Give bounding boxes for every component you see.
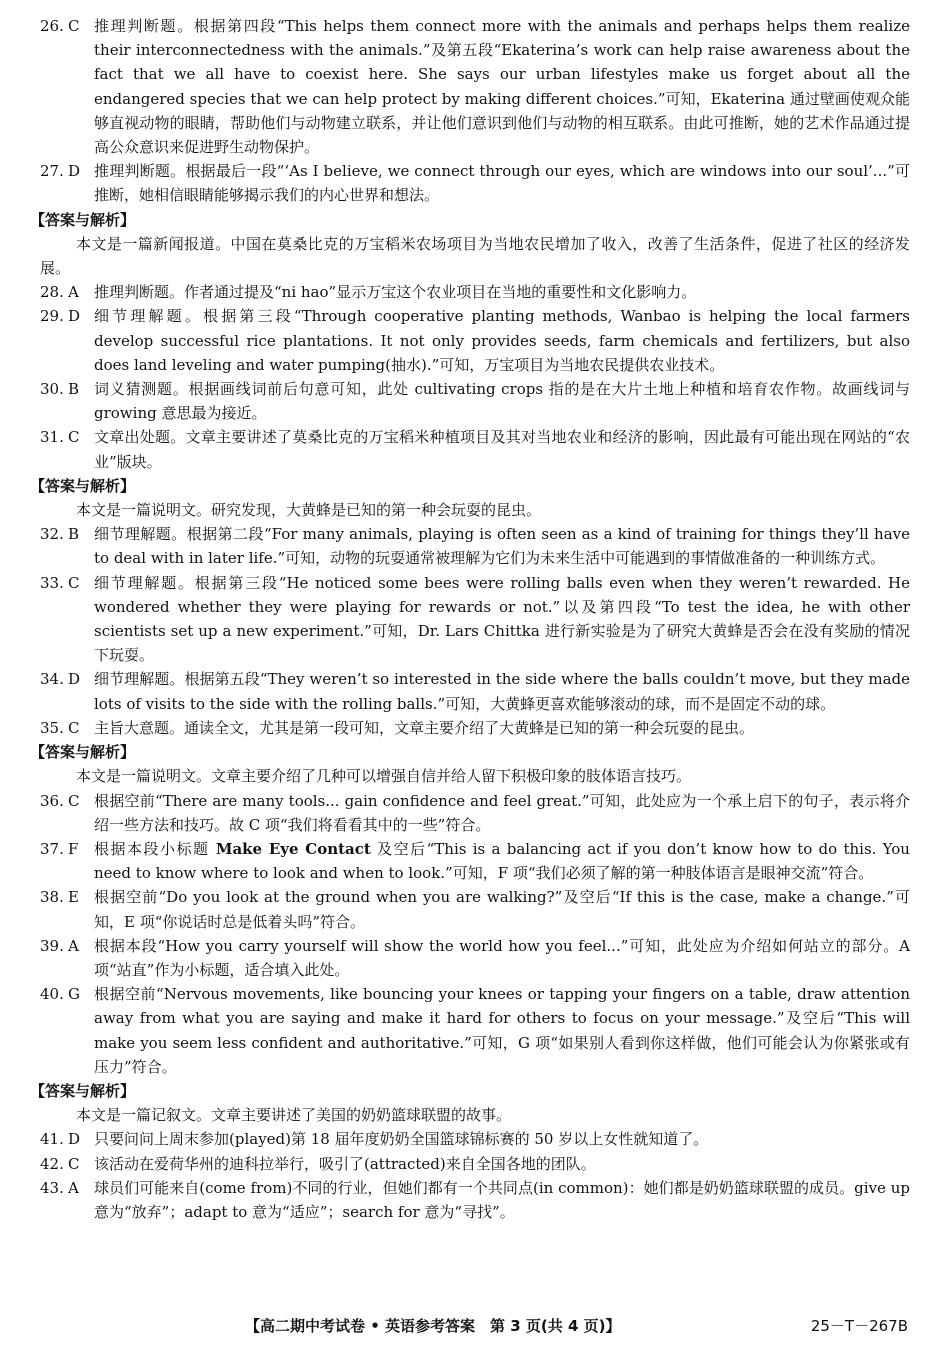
- answer-letter: D: [68, 307, 81, 326]
- explanation-text: [94, 789, 910, 837]
- explanation-body: 及空后“This is a balancing act if you don’t know how to do this. You need to know where to look and when to look.”可知，F 项“我们必须了解的第一种肢体语言是眼神交流”符合。: [94, 839, 910, 883]
- explanation-text: [94, 1127, 910, 1151]
- explanation-body: 推理判断题。根据最后一段“‘As I believe, we connect through our eyes, which are windows into our soul’...”可推断，她相信眼睛能够揭示我们的内心世界和想法。: [94, 162, 910, 205]
- explanation-body: 细节理解题。根据第五段“They weren’t so interested in the side where the balls couldn’t move, but they made lots of visits to the side with the rolling balls.”可知，大黄蜂更喜欢能够滚动的球，而不是固定不动的球。: [94, 670, 910, 713]
- footer-code: 25－T－267B: [810, 1317, 908, 1335]
- answer-item: [40, 982, 910, 1079]
- footer-title: 【高二期中考试卷 • 英语参考答案 第 3 页(共 4 页)】: [245, 1317, 621, 1335]
- passage-summary: 本文是一篇说明文。研究发现，大黄蜂是已知的第一种会玩耍的昆虫。: [76, 501, 542, 520]
- answer-letter: A: [68, 936, 79, 955]
- explanation-body: 文章出处题。文章主要讲述了莫桑比克的万宝稻米种植项目及其对当地农业和经济的影响，因此最有可能出现在网站的“农业”版块。: [94, 428, 910, 471]
- answer-letter: D: [68, 162, 81, 181]
- explanation-text: [94, 425, 910, 473]
- explanation-text: [94, 1176, 910, 1224]
- question-number: 37.: [40, 839, 64, 858]
- question-number: 31.: [40, 428, 64, 447]
- answer-letter: C: [68, 791, 80, 810]
- passage-summary: 本文是一篇说明文。文章主要介绍了几种可以增强自信并给人留下积极印象的肢体语言技巧。: [76, 767, 692, 786]
- explanation-body: 细节理解题。根据第三段“Through cooperative planting methods, Wanbao is helping the local farmers develop successful rice plantations. It not only provides seeds, farm chemicals and fertilizers, but also does land leveling and water pumping(抽水).”可知，万宝项目为当地农民提供农业技术。: [94, 307, 910, 374]
- answer-letter: F: [68, 839, 79, 858]
- question-number: 42.: [40, 1154, 64, 1173]
- explanation-text: [94, 982, 910, 1079]
- explanation-body: 根据空前“There are many tools... gain confidence and feel great.”可知，此处应为一个承上启下的句子，表示将介绍一些方法和技巧。故 C 项“我们将看看其中的一些”符合。: [94, 791, 910, 834]
- answer-item: [40, 934, 910, 982]
- answer-item: [40, 837, 910, 885]
- answer-letter: G: [68, 985, 80, 1004]
- question-number: 36.: [40, 791, 64, 810]
- answer-item: [40, 1176, 910, 1224]
- answer-item: [40, 1127, 910, 1151]
- answer-item: [40, 885, 910, 933]
- explanation-body: 球员们可能来自(come from)不同的行业，但她们都有一个共同点(in common)：她们都是奶奶篮球联盟的成员。give up 意为“放弃”；adapt to 意为“适应”；search for 意为“寻找”。: [94, 1178, 910, 1221]
- answer-letter: E: [68, 888, 79, 907]
- explanation-text: [94, 667, 910, 715]
- question-number: 26.: [40, 17, 64, 35]
- answer-item: [40, 1152, 910, 1176]
- page-footer: [0, 1311, 950, 1341]
- answer-letter: B: [68, 525, 80, 544]
- answer-item: [40, 425, 910, 473]
- explanation-text: [94, 1152, 910, 1176]
- explanation-body: 推理判断题。作者通过提及“ni hao”显示万宝这个农业项目在当地的重要性和文化影响力。: [94, 283, 697, 302]
- question-number: 29.: [40, 307, 64, 326]
- explanation-body: 根据空前“Nervous movements, like bouncing your knees or tapping your fingers on a table, draw attention away from what you are saying and make it hard for others to focus on your message.”及空后“This will make you seem less confident and authoritative.”可知，G 项“如果别人看到你这样做，他们可能会认为你紧张或有压力”符合。: [94, 985, 910, 1076]
- explanation-text: [94, 837, 910, 885]
- explanation-text: [94, 14, 910, 159]
- section-heading: 【答案与解析】: [30, 1081, 136, 1100]
- section-heading: 【答案与解析】: [30, 210, 136, 229]
- answer-letter: C: [68, 428, 80, 447]
- answer-item: [40, 377, 910, 425]
- explanation-text: [94, 280, 910, 304]
- answer-letter: D: [68, 1130, 81, 1149]
- answer-letter: B: [68, 380, 80, 399]
- explanation-text: [94, 716, 910, 740]
- section-heading: 【答案与解析】: [30, 743, 136, 762]
- explanation-body: 根据空前“Do you look at the ground when you are walking?”及空后“If this is the case, make a change.”可知，E 项“你说话时总是低着头吗”符合。: [94, 888, 910, 931]
- question-number: 27.: [40, 162, 64, 181]
- answer-item: [40, 280, 910, 304]
- explanation-body: 细节理解题。根据第二段“For many animals, playing is often seen as a kind of training for things they’ll have to deal with in later life.”可知，动物的玩耍通常被理解为它们为未来生活中可能遇到的事情做准备的一种训练方式。: [94, 525, 910, 568]
- section-heading: 【答案与解析】: [30, 476, 136, 495]
- answer-letter: A: [68, 283, 79, 302]
- explanation-body: 该活动在爱荷华州的迪科拉举行，吸引了(attracted)来自全国各地的团队。: [94, 1154, 596, 1173]
- question-number: 33.: [40, 573, 64, 592]
- explanation-body: 根据本段“How you carry yourself will show the world how you feel...”可知，此处应为介绍如何站立的部分。A 项“站直”作为小标题，适合填入此处。: [94, 936, 910, 979]
- answer-item: [40, 14, 910, 159]
- explanation-text: [94, 571, 910, 668]
- answer-letter: C: [68, 1154, 80, 1173]
- question-number: 30.: [40, 380, 64, 399]
- explanation-body: 推理判断题。根据第四段“This helps them connect more with the animals and perhaps helps them realize their interconnectedness with the animals.”及第五段“Ekaterina’s work can help raise awareness about the fact that we all have to coexist here. She says our urban lifestyles make us forget about all the endangered species that we can help protect by making different choices.”可知，Ekaterina 通过壁画使观众能够直视动物的眼睛，帮助他们与动物建立联系，并让他们意识到他们与动物的相互联系。由此可推断，她的艺术作品通过提高公众意识来促进野生动物保护。: [94, 17, 910, 157]
- answer-item: [40, 667, 910, 715]
- explanation-text: [94, 159, 910, 207]
- explanation-text: [94, 885, 910, 933]
- question-number: 43.: [40, 1178, 64, 1197]
- question-number: 34.: [40, 670, 64, 689]
- explanation-body: 只要问问上周末参加(played)第 18 届年度奶奶全国篮球锦标赛的 50 岁以上女性就知道了。: [94, 1130, 709, 1149]
- explanation-body: 主旨大意题。通读全文，尤其是第一段可知，文章主要介绍了大黄蜂是已知的第一种会玩耍的昆虫。: [94, 718, 755, 737]
- answer-letter: C: [68, 718, 80, 737]
- answer-item: [40, 789, 910, 837]
- question-number: 28.: [40, 283, 64, 302]
- answer-letter: A: [68, 1178, 79, 1197]
- explanation-text: [94, 377, 910, 425]
- subtitle-bold: Make Eye Contact: [215, 839, 371, 858]
- answer-letter: C: [68, 573, 80, 592]
- question-number: 41.: [40, 1130, 64, 1149]
- question-number: 35.: [40, 718, 64, 737]
- passage-summary: 本文是一篇新闻报道。中国在莫桑比克的万宝稻米农场项目为当地农民增加了收入，改善了生活条件，促进了社区的经济发展。: [40, 234, 910, 278]
- explanation-body: 细节理解题。根据第三段“He noticed some bees were rolling balls even when they weren’t rewarded. He wondered whether they were playing for rewards or not.”以及第四段“To test the idea, he with other scientists set up a new experiment.”可知，Dr. Lars Chittka 进行新实验是为了研究大黄蜂是否会在没有奖励的情况下玩耍。: [94, 573, 910, 665]
- explanation-text: [94, 522, 910, 570]
- answer-letter: D: [68, 670, 81, 689]
- answer-content: [30, 14, 910, 1224]
- question-number: 38.: [40, 888, 64, 907]
- question-number: 40.: [40, 985, 64, 1004]
- explanation-prefix: 根据本段小标题: [94, 839, 216, 858]
- question-number: 32.: [40, 525, 64, 544]
- question-number: 39.: [40, 936, 64, 955]
- passage-summary: 本文是一篇记叙文。文章主要讲述了美国的奶奶篮球联盟的故事。: [76, 1106, 512, 1125]
- explanation-text: [94, 304, 910, 377]
- answer-item: [40, 716, 910, 740]
- answer-item: [40, 571, 910, 668]
- answer-item: [40, 522, 910, 570]
- answer-item: [40, 159, 910, 207]
- answer-item: [40, 304, 910, 377]
- answer-letter: C: [68, 17, 80, 35]
- explanation-text: [94, 934, 910, 982]
- explanation-body: 词义猜测题。根据画线词前后句意可知，此处 cultivating crops 指的是在大片土地上种植和培育农作物。故画线词与 growing 意思最为接近。: [94, 380, 910, 423]
